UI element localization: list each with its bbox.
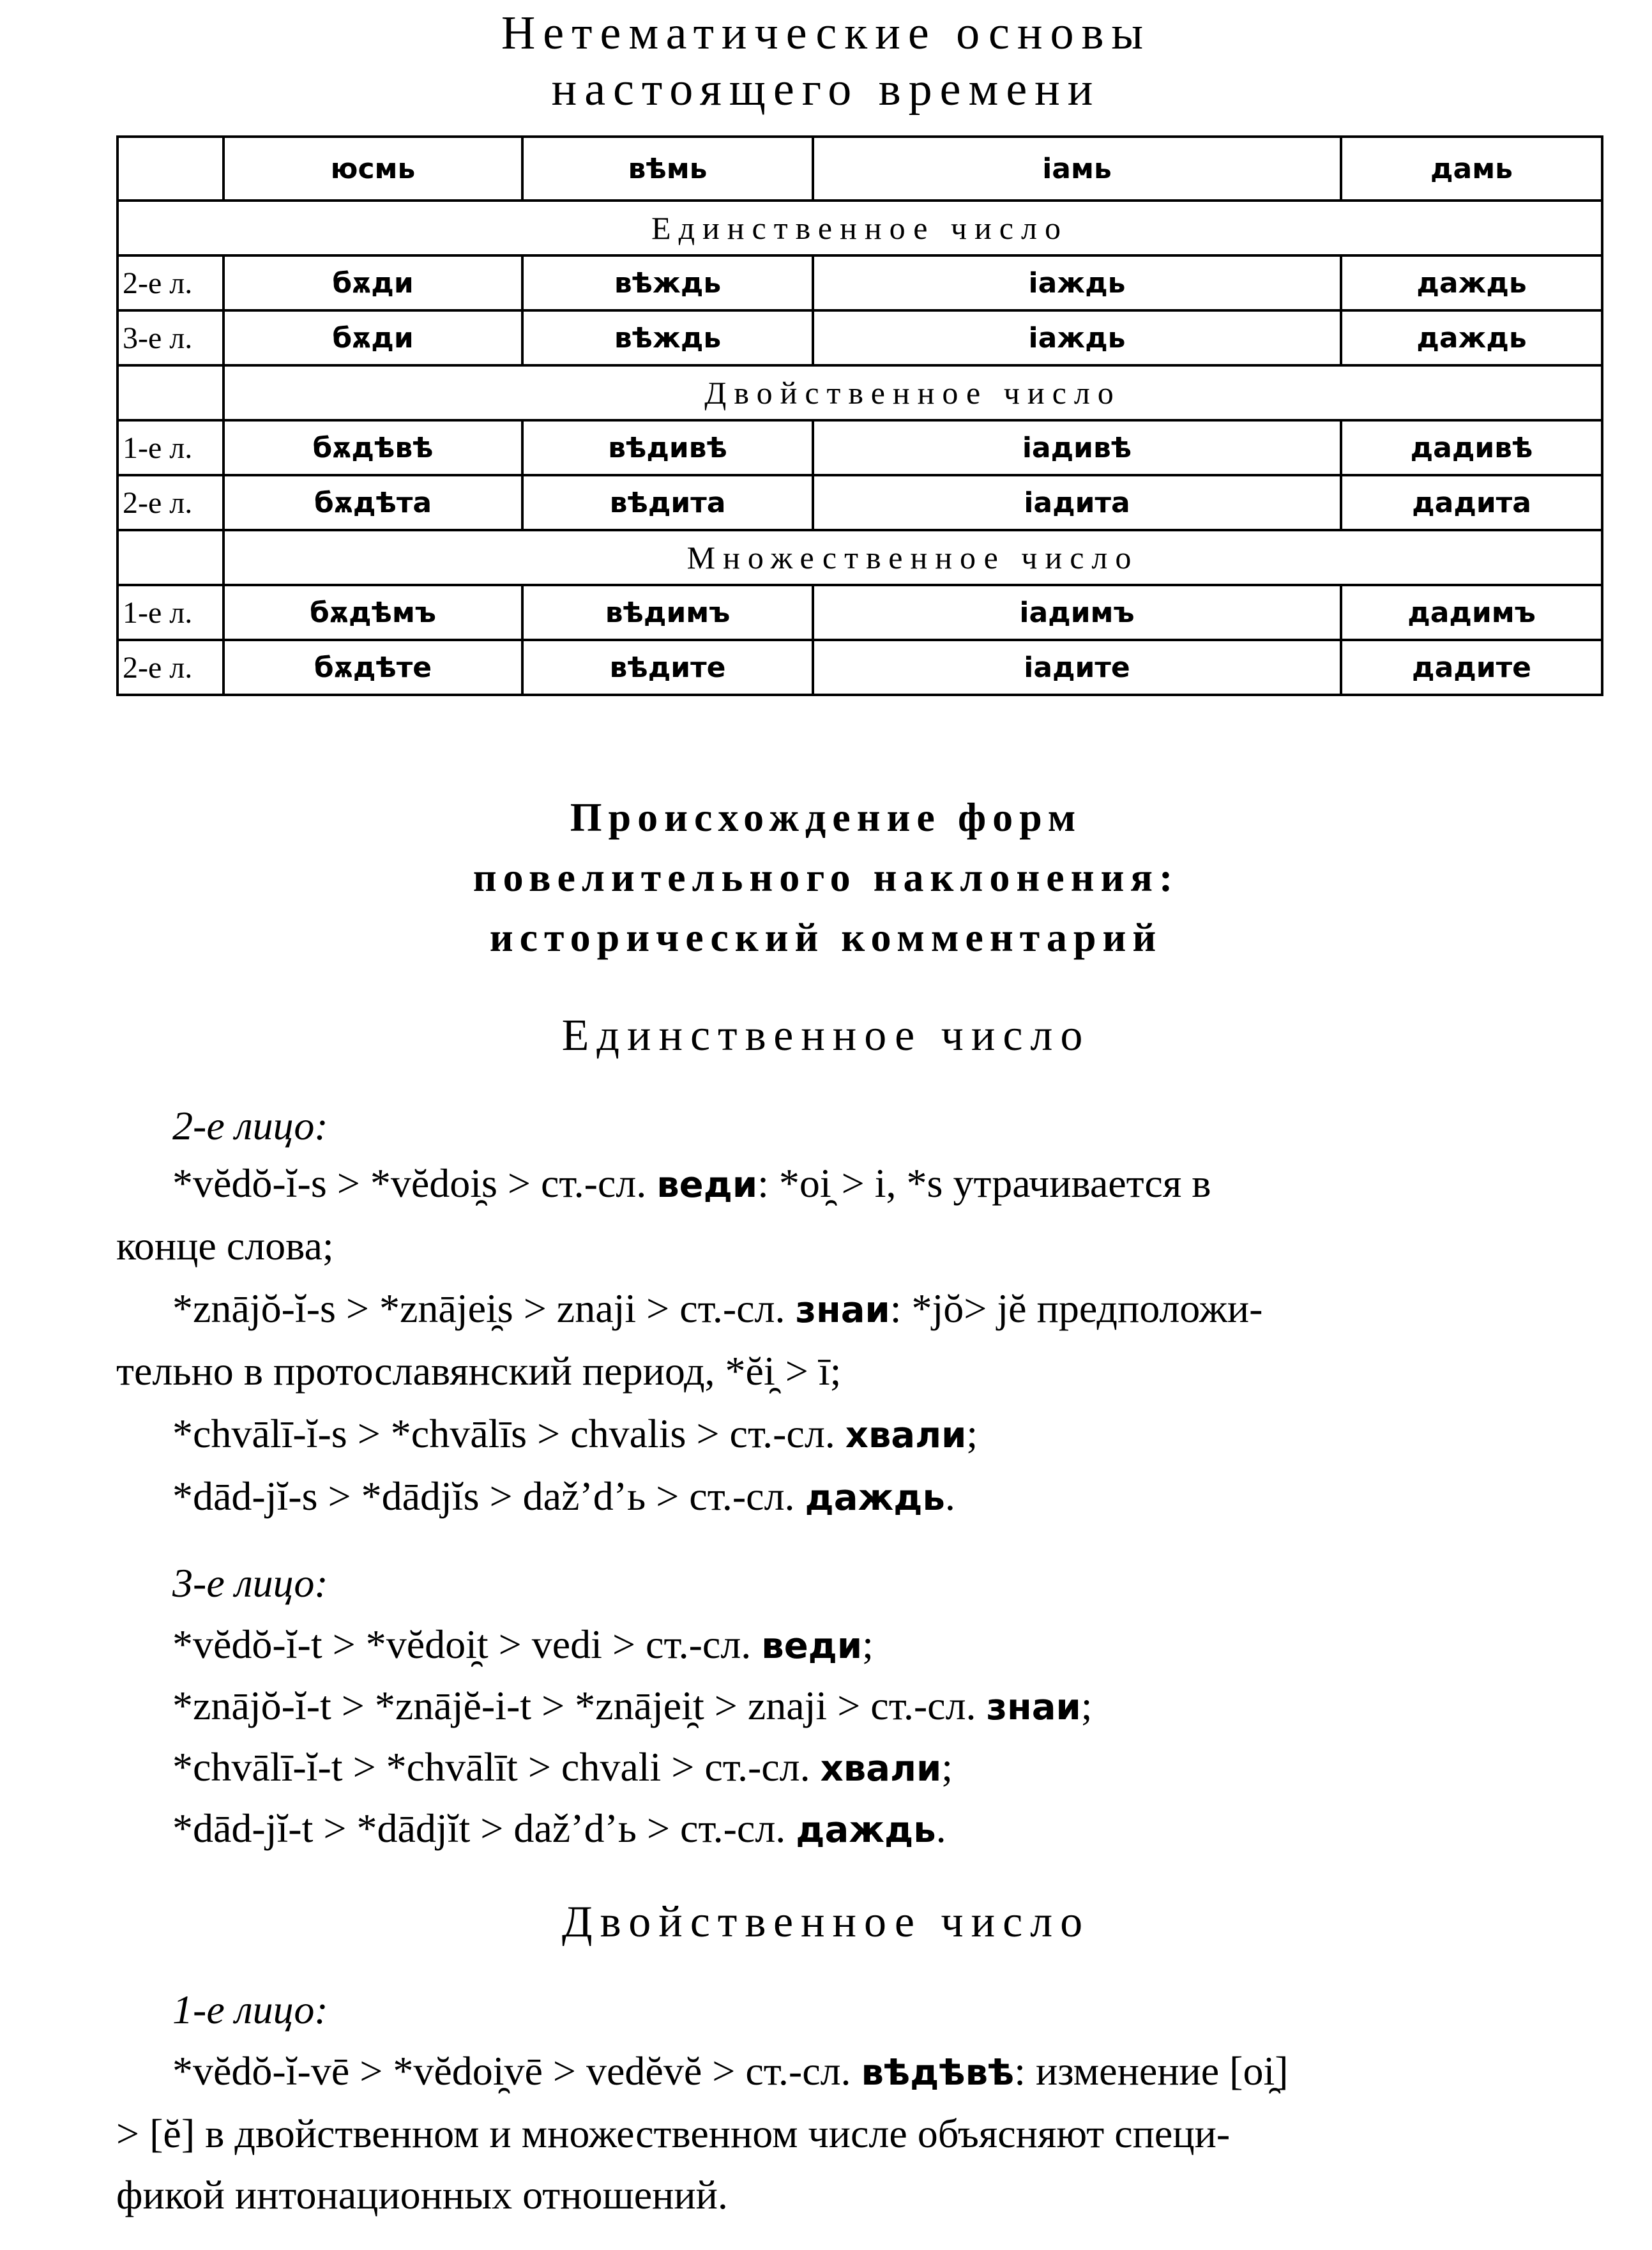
- table-number-row: [117, 530, 1602, 585]
- form-cell: вѣдите: [522, 640, 813, 695]
- form-cell: дадите: [1341, 640, 1602, 695]
- form-cell: дадита: [1341, 475, 1602, 530]
- form-cell: вѣдимъ: [522, 585, 813, 640]
- form-cell: дадивѣ: [1341, 420, 1602, 475]
- person-cell: 2-е л.: [117, 255, 224, 310]
- text-fragment: *znājŏ-ĭ-t > *znājĕ-i-t > *znājei̯t > znaji > ст.-сл.: [172, 1683, 987, 1728]
- form-cell: дадимъ: [1341, 585, 1602, 640]
- form-cell: бѫди: [224, 255, 522, 310]
- table-row: [117, 310, 1602, 365]
- text-line: тельно в протославянский период, *ĕi̯ > ī;: [116, 1348, 842, 1394]
- singular-heading: Единственное число: [561, 1011, 1091, 1060]
- table-row: [117, 255, 1602, 310]
- dual-heading: Двойственное число: [561, 1897, 1091, 1947]
- text-line: [172, 1744, 953, 1791]
- text-line: [172, 1621, 874, 1668]
- text-fragment: ;: [862, 1622, 874, 1667]
- person-cell: 1-е л.: [117, 585, 224, 640]
- form-cell: бѫдѣмъ: [224, 585, 522, 640]
- text-fragment: ;: [941, 1744, 953, 1790]
- table-row: [117, 475, 1602, 530]
- number-heading: Единственное число: [117, 201, 1602, 255]
- text-line: конце слова;: [116, 1223, 334, 1268]
- number-heading: Множественное число: [224, 530, 1602, 585]
- paradigm-table: [116, 135, 1603, 696]
- form-cell: вѣдита: [522, 475, 813, 530]
- table-header-cell: вѣмь: [522, 137, 813, 201]
- text-fragment: : изменение [oi̯]: [1014, 2048, 1289, 2094]
- label-1st-person: 1-е лицо:: [172, 1987, 328, 2032]
- table-header-cell: іамь: [813, 137, 1341, 201]
- section-title-line-2: повелительного наклонения:: [473, 855, 1179, 900]
- text-fragment: : *jŏ> jĕ предположи-: [890, 1286, 1263, 1331]
- form-cell: вѣдивѣ: [522, 420, 813, 475]
- text-fragment: ;: [966, 1411, 978, 1456]
- person-cell: 1-е л.: [117, 420, 224, 475]
- text-line: [172, 1410, 978, 1457]
- form-cell: іадивѣ: [813, 420, 1341, 475]
- person-cell: 2-е л.: [117, 640, 224, 695]
- label-3rd-person: 3-е лицо:: [172, 1560, 328, 1606]
- form-cell: вѣждь: [522, 255, 813, 310]
- form-cell: даждь: [1341, 255, 1602, 310]
- text-fragment: *dād-jĭ-s > *dādjĭs > daž’d’ь > ст.-сл.: [172, 1473, 805, 1519]
- text-fragment: *vĕdŏ-ĭ-vē > *vĕdoi̯vē > vedĕvĕ > ст.-сл.: [172, 2048, 861, 2094]
- text-fragment: *vĕdŏ-ĭ-t > *vĕdoi̯t > vedi > ст.-сл.: [172, 1622, 762, 1667]
- church-slavonic-word: веди: [761, 1625, 863, 1667]
- person-cell: 3-е л.: [117, 310, 224, 365]
- text-fragment: ;: [1080, 1683, 1093, 1728]
- table-header-cell: дамь: [1341, 137, 1602, 201]
- church-slavonic-word: веди: [656, 1164, 758, 1206]
- text-line: [172, 1160, 1211, 1207]
- church-slavonic-word: даждь: [796, 1809, 936, 1851]
- form-cell: іадимъ: [813, 585, 1341, 640]
- form-cell: бѫдѣта: [224, 475, 522, 530]
- empty-cell: [117, 365, 224, 420]
- text-line: фикой интонационных отношений.: [116, 2172, 728, 2217]
- church-slavonic-word: знаи: [795, 1289, 890, 1331]
- text-fragment: .: [936, 1805, 946, 1851]
- text-fragment: : *oi̯ > i, *s утрачивается в: [757, 1160, 1211, 1206]
- text-fragment: *dād-jĭ-t > *dādjĭt > daž’d’ь > ст.-сл.: [172, 1805, 796, 1851]
- text-line: [172, 1805, 946, 1852]
- church-slavonic-word: хвали: [845, 1415, 967, 1456]
- church-slavonic-word: даждь: [805, 1477, 945, 1519]
- text-line: > [ĕ] в двойственном и множественном числе объясняют специ-: [116, 2111, 1231, 2156]
- text-fragment: *chvālī-ĭ-t > *chvālīt > chvali > ст.-сл.: [172, 1744, 821, 1790]
- form-cell: бѫдѣвѣ: [224, 420, 522, 475]
- table-row: [117, 640, 1602, 695]
- text-fragment: .: [944, 1473, 955, 1519]
- table-row: [117, 585, 1602, 640]
- text-fragment: *chvālī-ĭ-s > *chvālīs > chvalis > ст.-сл.: [172, 1411, 845, 1456]
- table-header-cell: [117, 137, 224, 201]
- form-cell: іадите: [813, 640, 1341, 695]
- number-heading: Двойственное число: [224, 365, 1602, 420]
- section-title-line-3: исторический комментарий: [489, 915, 1163, 960]
- table-row: [117, 420, 1602, 475]
- form-cell: вѣждь: [522, 310, 813, 365]
- empty-cell: [117, 530, 224, 585]
- form-cell: іадита: [813, 475, 1341, 530]
- table-number-row: [117, 365, 1602, 420]
- church-slavonic-word: вѣдѣвѣ: [861, 2052, 1015, 2094]
- church-slavonic-word: хвали: [820, 1748, 942, 1790]
- form-cell: бѫди: [224, 310, 522, 365]
- label-2nd-person: 2-е лицо:: [172, 1103, 328, 1148]
- title-line-1: Нетематические основы: [501, 7, 1151, 59]
- form-cell: іаждь: [813, 310, 1341, 365]
- church-slavonic-word: знаи: [986, 1687, 1081, 1728]
- text-line: [172, 1682, 1093, 1729]
- table-number-row: [117, 201, 1602, 255]
- title-line-2: настоящего времени: [551, 63, 1101, 116]
- text-line: [172, 1285, 1262, 1332]
- text-fragment: *vĕdŏ-ĭ-s > *vĕdoi̯s > ст.-сл.: [172, 1160, 657, 1206]
- text-line: [172, 2048, 1289, 2095]
- text-fragment: *znājŏ-ĭ-s > *znājei̯s > znaji > ст.-сл.: [172, 1286, 796, 1331]
- table-header-row: [117, 137, 1602, 201]
- form-cell: даждь: [1341, 310, 1602, 365]
- form-cell: іаждь: [813, 255, 1341, 310]
- text-line: [172, 1473, 955, 1520]
- section-title-line-1: Происхождение форм: [570, 794, 1082, 840]
- form-cell: бѫдѣте: [224, 640, 522, 695]
- table-header-cell: юсмь: [224, 137, 522, 201]
- person-cell: 2-е л.: [117, 475, 224, 530]
